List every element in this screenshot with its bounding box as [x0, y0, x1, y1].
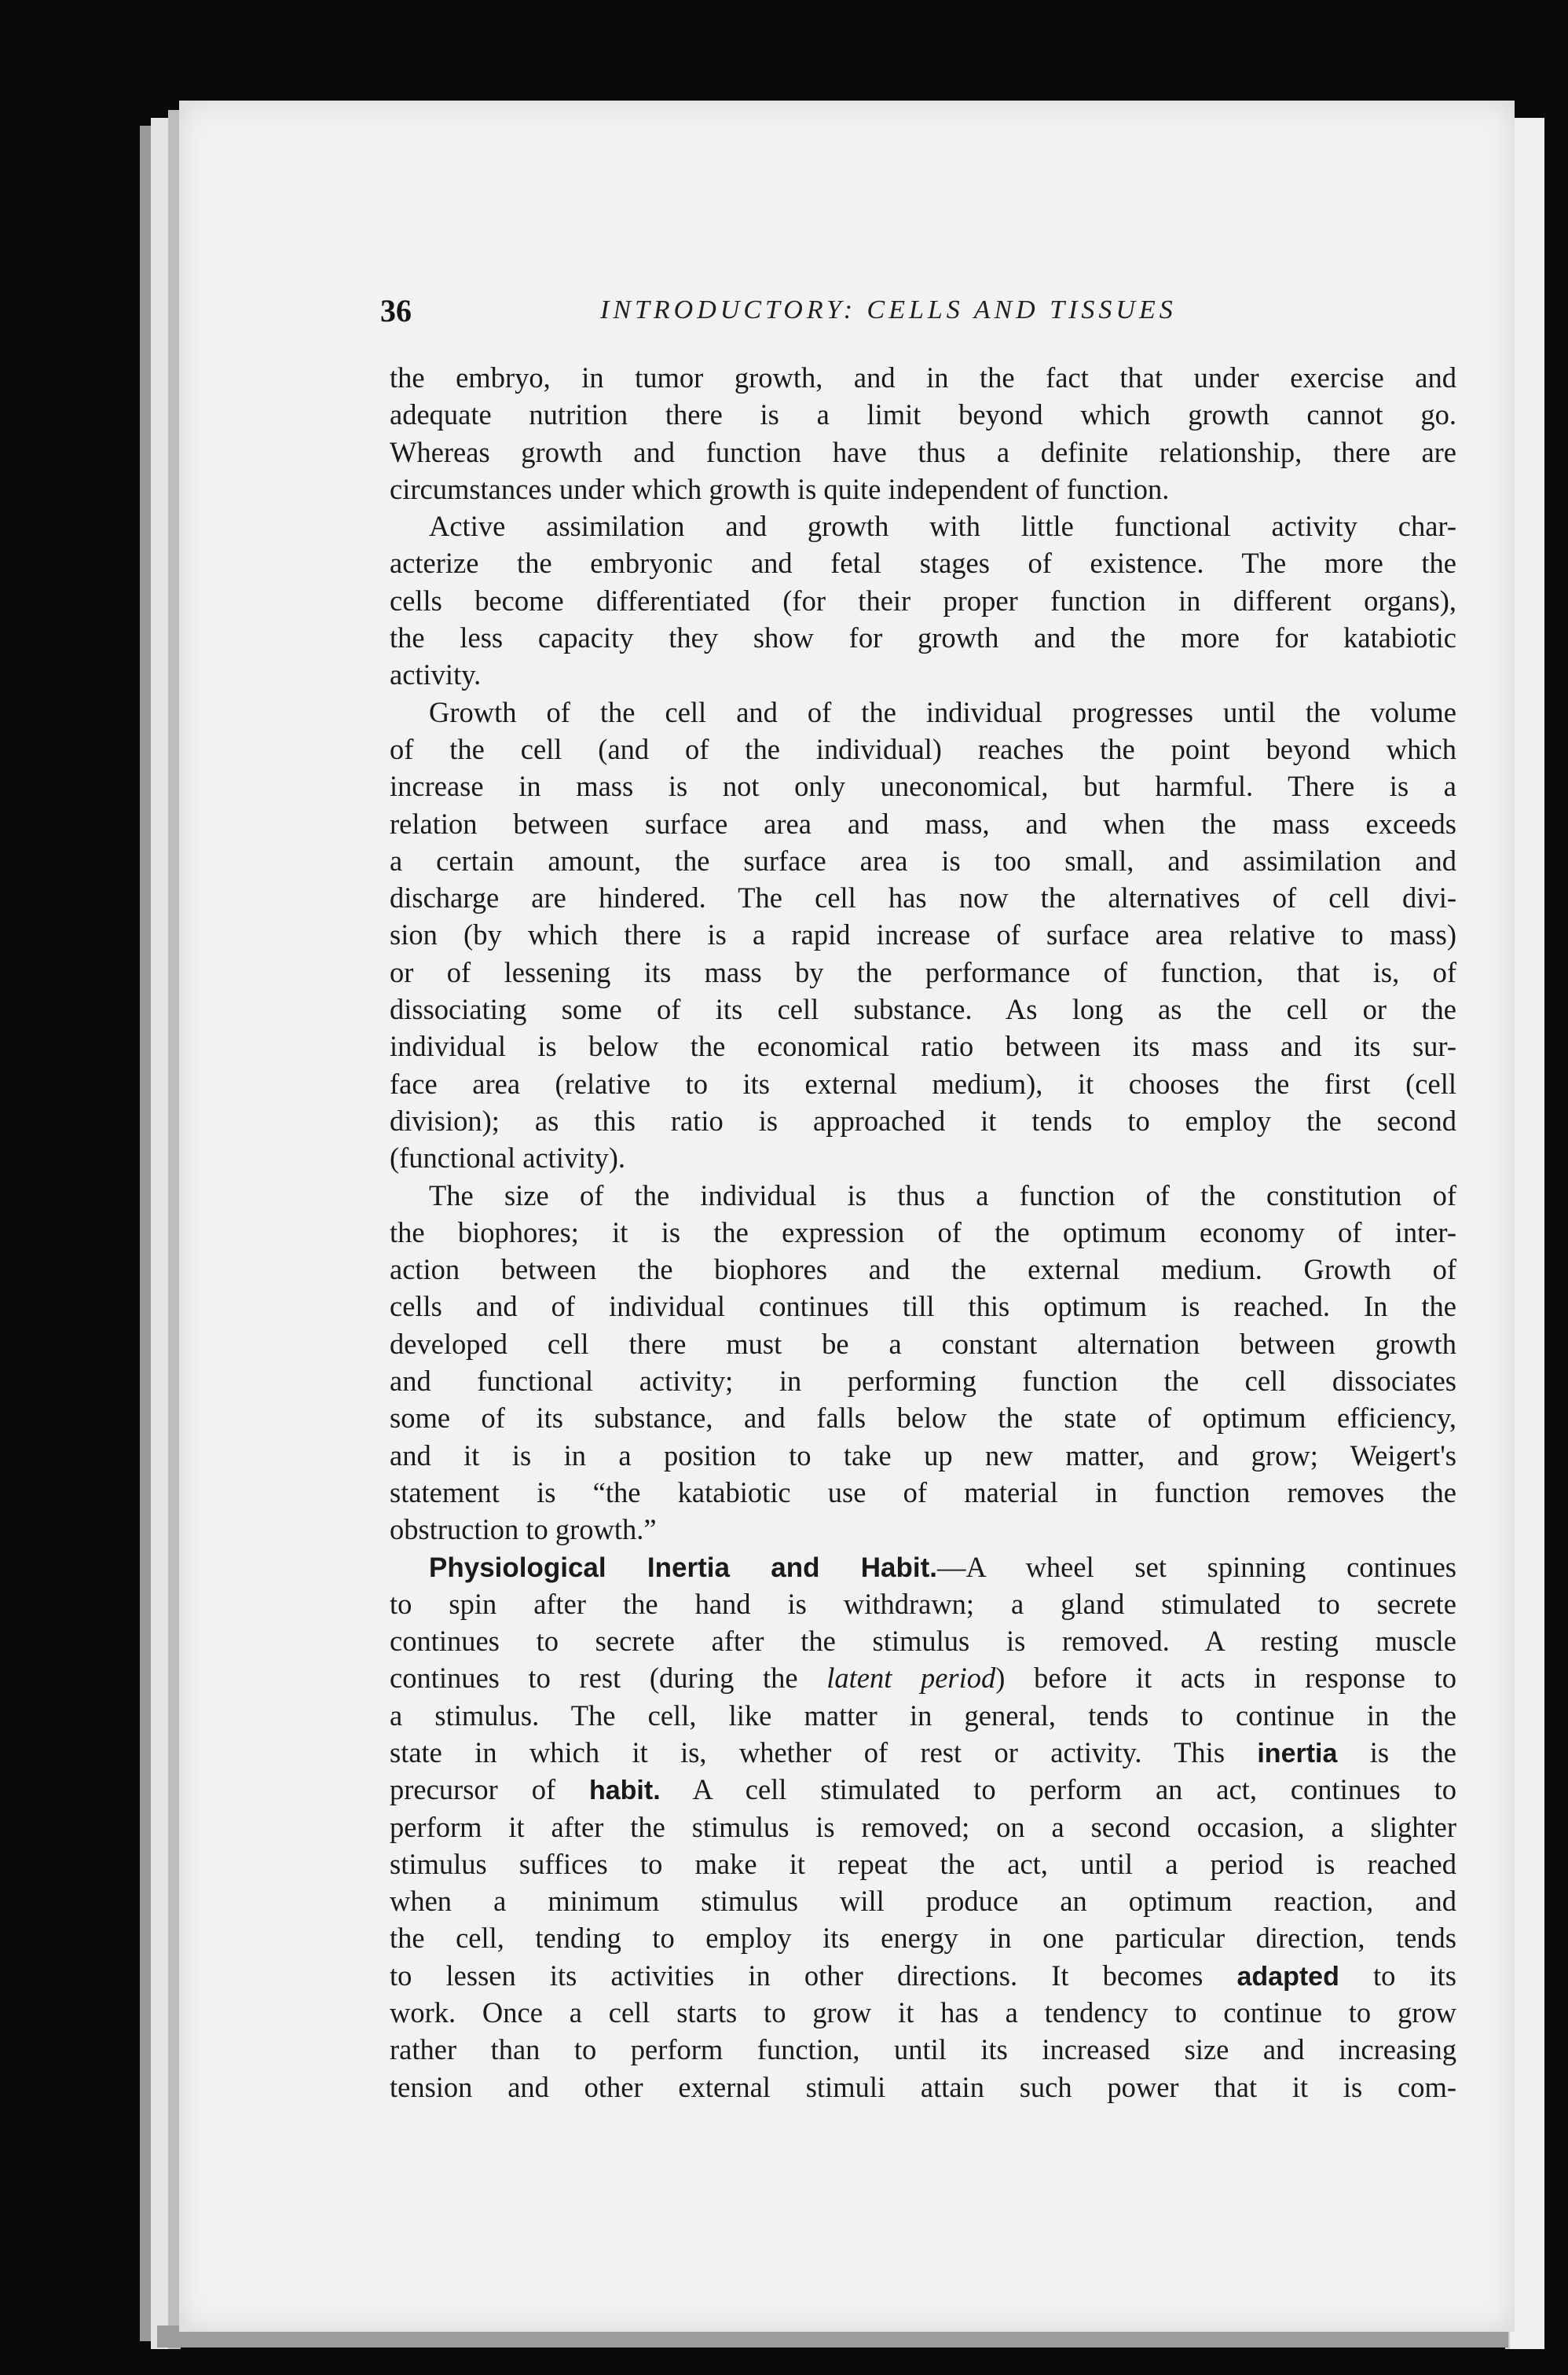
- text-line: circumstances under which growth is quite independent of function.: [390, 472, 1170, 505]
- body-text: [390, 359, 1456, 2106]
- text-line: [390, 1734, 1456, 1771]
- text-line: The size of the individual is thus a function of the constitution of: [429, 1178, 1456, 1211]
- text-run: precursor of: [390, 1773, 589, 1806]
- text-line: perform it after the stimulus is removed; on a second occasion, a slighter: [390, 1810, 1456, 1843]
- text-line: cells and of individual continues till this optimum is reached. In the: [390, 1290, 1456, 1323]
- text-line: Whereas growth and function have thus a definite relationship, there are: [390, 435, 1456, 468]
- text-run: state in which it is, whether of rest or activity. This: [390, 1735, 1258, 1768]
- section-first-line: [390, 1549, 1456, 1585]
- bold-term: inertia: [1257, 1738, 1338, 1768]
- text-line: adequate nutrition there is a limit beyond which growth cannot go.: [390, 398, 1456, 431]
- text-line: developed cell there must be a constant alternation between growth: [390, 1327, 1456, 1360]
- page-stack-edge: [151, 118, 168, 2349]
- page-header: [380, 292, 1461, 332]
- text-line: statement is “the katabiotic use of material in function removes the: [390, 1475, 1456, 1508]
- text-line: continues to secrete after the stimulus is removed. A resting muscle: [390, 1625, 1456, 1658]
- italic-term: latent period: [826, 1662, 996, 1695]
- text-line: face area (relative to its external medium), it chooses the first (cell: [390, 1067, 1456, 1100]
- text-line: of the cell (and of the individual) reaches the point beyond which: [390, 732, 1456, 765]
- text-line: (functional activity).: [390, 1142, 626, 1175]
- text-line: [390, 1957, 1456, 1994]
- text-line: tension and other external stimuli attain such power that it is com-: [390, 2070, 1456, 2103]
- text-line: action between the biophores and the external medium. Growth of: [390, 1253, 1456, 1286]
- text-run: is the: [1337, 1735, 1456, 1768]
- text-line: or of lessening its mass by the performance of function, that is, of: [390, 955, 1456, 988]
- text-line: the embryo, in tumor growth, and in the fact that under exercise and: [390, 361, 1456, 394]
- text-line: discharge are hindered. The cell has now the alternatives of cell divi-: [390, 881, 1456, 914]
- text-line: relation between surface area and mass, and when the mass exceeds: [390, 807, 1456, 840]
- text-line: obstruction to growth.”: [390, 1513, 657, 1546]
- text-line: the biophores; it is the expression of the optimum economy of inter-: [390, 1215, 1456, 1248]
- text-line: the cell, tending to employ its energy in one particular direction, tends: [390, 1922, 1456, 1955]
- text-line: a stimulus. The cell, like matter in general, tends to continue in the: [390, 1699, 1456, 1732]
- text-line: work. Once a cell starts to grow it has a tendency to continue to grow: [390, 1996, 1456, 2029]
- text-line: division); as this ratio is approached it tends to employ the second: [390, 1104, 1456, 1137]
- text-line: acterize the embryonic and fetal stages of existence. The more the: [390, 547, 1456, 580]
- text-line: to spin after the hand is withdrawn; a gland stimulated to secrete: [390, 1587, 1456, 1620]
- section-heading: Physiological Inertia and Habit.: [429, 1552, 938, 1583]
- text-line: Active assimilation and growth with little functional activity char-: [429, 510, 1456, 543]
- text-run: ) before it acts in response to: [995, 1662, 1456, 1695]
- text-line: when a minimum stimulus will produce an optimum reaction, and: [390, 1885, 1456, 1918]
- bold-term: habit.: [588, 1776, 661, 1806]
- text-line: stimulus suffices to make it repeat the act, until a period is reached: [390, 1847, 1456, 1880]
- text-run: —A wheel set spinning continues: [937, 1550, 1456, 1583]
- bold-term: adapted: [1236, 1961, 1339, 1992]
- text-line: a certain amount, the surface area is too small, and assimilation and: [390, 844, 1456, 877]
- text-line: [390, 1659, 1456, 1696]
- text-line: and functional activity; in performing function the cell dissociates: [390, 1365, 1456, 1398]
- text-line: [390, 1771, 1456, 1808]
- text-run: A cell stimulated to perform an act, continues to: [660, 1773, 1456, 1806]
- text-line: activity.: [390, 658, 482, 691]
- page-number: 36: [380, 293, 412, 328]
- text-line: sion (by which there is a rapid increase of surface area relative to mass): [390, 918, 1456, 951]
- running-head: INTRODUCTORY: CELLS AND TISSUES: [600, 295, 1177, 324]
- text-line: the less capacity they show for growth and the more for katabiotic: [390, 621, 1456, 654]
- text-line: Growth of the cell and of the individual progresses until the volume: [429, 695, 1456, 728]
- text-line: and it is in a position to take up new matter, and grow; Weigert's: [390, 1439, 1456, 1472]
- text-line: rather than to perform function, until its increased size and increasing: [390, 2033, 1456, 2066]
- text-line: cells become differentiated (for their proper function in different organs),: [390, 584, 1456, 617]
- text-run: to lessen its activities in other directions. It becomes: [390, 1959, 1237, 1992]
- page-stack-edge: [140, 126, 151, 2341]
- text-line: individual is below the economical ratio between its mass and its sur-: [390, 1030, 1456, 1063]
- text-line: increase in mass is not only uneconomical, but harmful. There is a: [390, 770, 1456, 803]
- text-run: continues to rest (during the: [390, 1662, 827, 1695]
- text-line: dissociating some of its cell substance. As long as the cell or the: [390, 993, 1456, 1026]
- text-run: to its: [1339, 1959, 1456, 1992]
- text-line: some of its substance, and falls below the state of optimum efficiency,: [390, 1402, 1456, 1435]
